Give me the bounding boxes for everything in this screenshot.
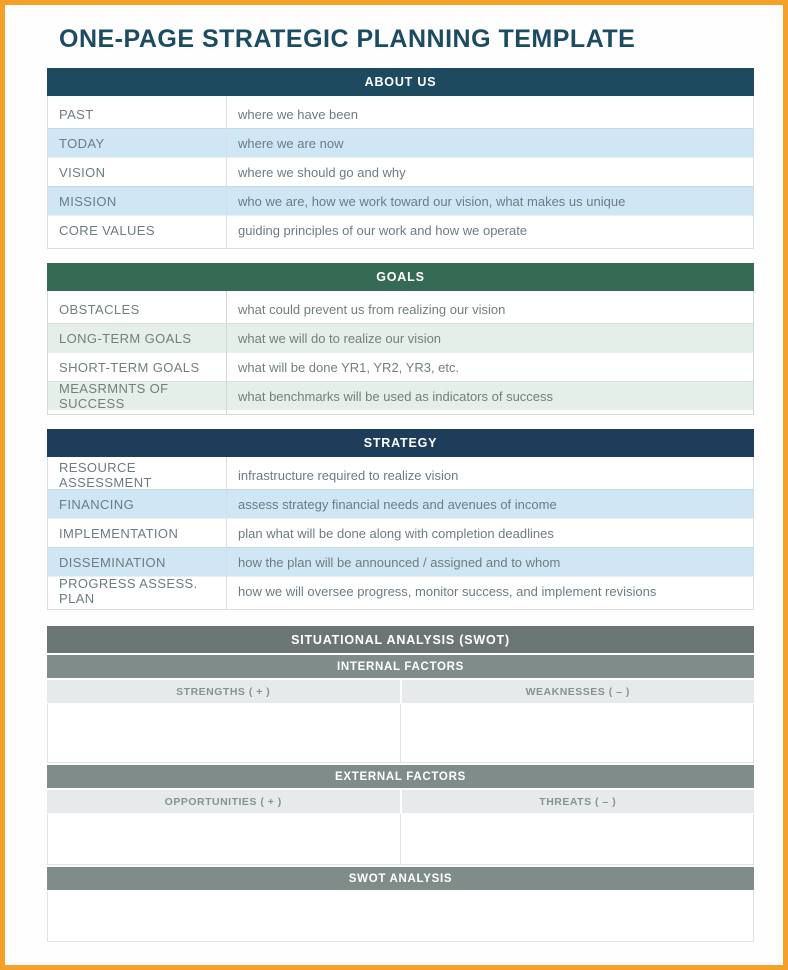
table-row bbox=[48, 128, 753, 157]
threats-column-header: THREATS ( – ) bbox=[402, 790, 755, 813]
table-row bbox=[48, 576, 753, 605]
row-label: TODAY bbox=[59, 135, 105, 151]
table-row bbox=[48, 186, 753, 215]
table-row bbox=[48, 100, 753, 128]
row-description: plan what will be done along with completion deadlines bbox=[238, 525, 554, 541]
opportunities-input-cell[interactable] bbox=[48, 814, 400, 864]
row-label: MEASRMNTS OF SUCCESS bbox=[59, 381, 169, 411]
internal-factors-column-headers bbox=[47, 680, 754, 703]
row-label: OBSTACLES bbox=[59, 301, 140, 317]
strategy-header: STRATEGY bbox=[47, 429, 754, 457]
table-row bbox=[48, 295, 753, 323]
external-factors-header: EXTERNAL FACTORS bbox=[47, 765, 754, 788]
row-description: where we should go and why bbox=[238, 164, 406, 180]
swot-section bbox=[47, 626, 754, 942]
threats-input-cell[interactable] bbox=[400, 814, 753, 864]
row-label: CORE VALUES bbox=[59, 222, 155, 238]
row-description: infrastructure required to realize vision bbox=[238, 467, 459, 483]
row-label: VISION bbox=[59, 164, 106, 180]
about-us-body bbox=[47, 96, 754, 249]
strengths-input-cell[interactable] bbox=[48, 704, 400, 762]
table-row bbox=[48, 215, 753, 244]
row-label: MISSION bbox=[59, 193, 117, 209]
row-label: FINANCING bbox=[59, 496, 135, 512]
about-us-table bbox=[47, 68, 754, 249]
row-description: how the plan will be announced / assigned and to whom bbox=[238, 554, 561, 570]
table-row bbox=[48, 352, 753, 381]
strategy-table bbox=[47, 429, 754, 610]
page-title: ONE-PAGE STRATEGIC PLANNING TEMPLATE bbox=[59, 25, 636, 53]
external-factors-cells bbox=[47, 814, 754, 865]
strategy-body bbox=[47, 457, 754, 610]
table-row bbox=[48, 323, 753, 352]
weaknesses-column-header: WEAKNESSES ( – ) bbox=[402, 680, 755, 703]
row-label: RESOURCE ASSESSMENT bbox=[59, 460, 152, 490]
internal-factors-header: INTERNAL FACTORS bbox=[47, 655, 754, 678]
table-row bbox=[48, 547, 753, 576]
table-row bbox=[48, 381, 753, 410]
row-description: guiding principles of our work and how we operate bbox=[238, 222, 528, 238]
row-label: PROGRESS ASSESS. PLAN bbox=[59, 576, 198, 606]
row-description: where we have been bbox=[238, 106, 358, 122]
row-label: PAST bbox=[59, 106, 94, 122]
swot-analysis-input-cell[interactable] bbox=[47, 891, 754, 942]
goals-body bbox=[47, 291, 754, 415]
row-label: SHORT-TERM GOALS bbox=[59, 359, 200, 375]
about-us-header: ABOUT US bbox=[47, 68, 754, 96]
row-description: what could prevent us from realizing our vision bbox=[238, 301, 506, 317]
row-description: what will be done YR1, YR2, YR3, etc. bbox=[238, 359, 460, 375]
row-label: LONG-TERM GOALS bbox=[59, 330, 192, 346]
external-factors-column-headers bbox=[47, 790, 754, 813]
goals-table bbox=[47, 263, 754, 415]
row-description: assess strategy financial needs and avenues of income bbox=[238, 496, 557, 512]
table-row bbox=[48, 157, 753, 186]
goals-header: GOALS bbox=[47, 263, 754, 291]
swot-section-header: SITUATIONAL ANALYSIS (SWOT) bbox=[47, 626, 754, 653]
row-description: what we will do to realize our vision bbox=[238, 330, 442, 346]
internal-factors-cells bbox=[47, 704, 754, 763]
opportunities-column-header: OPPORTUNITIES ( + ) bbox=[47, 790, 400, 813]
strengths-column-header: STRENGTHS ( + ) bbox=[47, 680, 400, 703]
table-row bbox=[48, 489, 753, 518]
row-description: who we are, how we work toward our vision, what makes us unique bbox=[238, 193, 626, 209]
page-content bbox=[5, 5, 783, 942]
table-row bbox=[48, 518, 753, 547]
row-description: where we are now bbox=[238, 135, 344, 151]
row-description: what benchmarks will be used as indicators of success bbox=[238, 388, 554, 404]
row-label: DISSEMINATION bbox=[59, 554, 166, 570]
table-row bbox=[48, 461, 753, 489]
weaknesses-input-cell[interactable] bbox=[400, 704, 753, 762]
row-description: how we will oversee progress, monitor success, and implement revisions bbox=[238, 583, 657, 599]
row-label: IMPLEMENTATION bbox=[59, 525, 179, 541]
swot-analysis-header: SWOT ANALYSIS bbox=[47, 867, 754, 890]
